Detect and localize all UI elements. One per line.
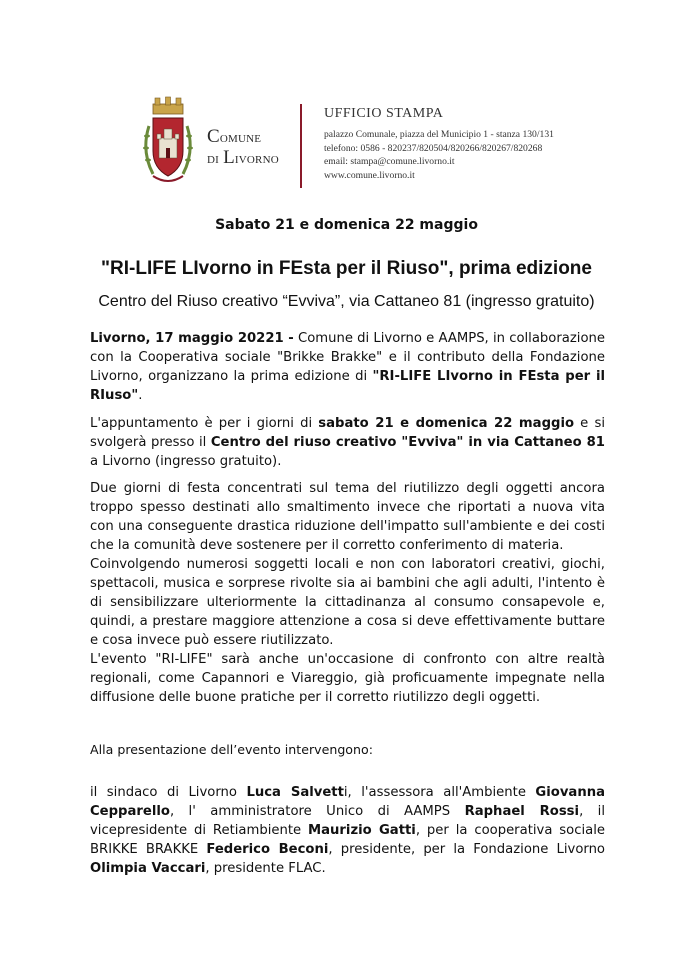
speakers-text-3: , l' amministratore Unico di AAMPS xyxy=(169,804,465,819)
comune-name-line1 xyxy=(207,127,279,148)
speaker-name-4: Maurizio Gatti xyxy=(308,823,416,838)
schedule-text-3: a Livorno (ingresso gratuito). xyxy=(90,454,282,469)
speaker-name-5: Federico Beconi xyxy=(206,842,329,857)
event-date: Sabato 21 e domenica 22 maggio xyxy=(215,217,478,233)
office-phone: telefono: 0586 - 820237/820504/820266/820267/820268 xyxy=(324,142,543,154)
speakers-text-7: , presidente FLAC. xyxy=(205,861,326,876)
schedule-venue: Centro del riuso creativo "Evviva" in via Cattaneo 81 xyxy=(210,435,605,450)
speakers-text-6: , presidente, per la Fondazione Livorno xyxy=(328,842,606,857)
office-email[interactable]: email: stampa@comune.livorno.it xyxy=(324,156,455,167)
speakers-text-2: i, l'assessora all'Ambiente xyxy=(343,785,536,800)
comune-name-line2: di Livorno xyxy=(207,147,279,168)
intro-paragraph xyxy=(90,329,605,405)
speaker-name-1: Luca Salvett xyxy=(246,785,344,800)
press-office-header xyxy=(143,96,583,191)
press-office-contacts xyxy=(324,106,554,182)
speakers-text-4: , il vicepresidente di Retiambiente xyxy=(90,804,605,838)
comune-rest: omune xyxy=(219,129,262,146)
description-para-2: Coinvolgendo numerosi soggetti locali e non con laboratori creativi, giochi, spettacoli, musica e sorprese rivolte sia ai bambini che agli adulti, l'intento è di sensibilizzare ulteriormente la cittadinanza al consumo consapevole e, quindi, a prestare maggiore attenzione a cosa si deve effettivamente buttare e cosa invece può essere riutilizzato. xyxy=(90,557,605,648)
comune-name xyxy=(207,127,279,169)
intro-event-title: "RI-LIFE LIvorno in FEsta per il RIuso" xyxy=(90,369,606,403)
schedule-dates: sabato 21 e domenica 22 maggio xyxy=(318,416,575,431)
intro-end: . xyxy=(138,388,143,403)
speakers-paragraph xyxy=(90,783,605,878)
speakers-text-5: , per la cooperativa sociale BRIKKE BRAKKE xyxy=(90,823,605,857)
office-website[interactable]: www.comune.livorno.it xyxy=(324,169,415,181)
speakers-text-1: il sindaco di Livorno xyxy=(90,785,247,800)
schedule-text-2: e si svolgerà presso il xyxy=(90,416,605,450)
schedule-text-1: L'appuntamento è per i giorni di xyxy=(90,416,319,431)
speakers-intro: Alla presentazione dell’evento intervengono: xyxy=(90,742,373,757)
description-para-3: L'evento "RI-LIFE" sarà anche un'occasione di confronto con altre realtà regionali, come Capannori e Viareggio, già proficuamente impegnate nella diffusione delle buone pratiche per il corretto riutilizzo degli oggetti. xyxy=(90,652,605,705)
livorno-crest-logo xyxy=(143,96,193,190)
office-title: UFFICIO STAMPA xyxy=(324,106,444,121)
speaker-name-2: Giovanna Cepparello xyxy=(90,785,605,819)
headline: "RI-LIFE LIvorno in FEsta per il Riuso", prima edizione xyxy=(101,258,592,279)
speaker-name-3: Raphael Rossi xyxy=(464,804,580,819)
office-address: palazzo Comunale, piazza del Municipio 1 - stanza 130/131 xyxy=(324,129,554,140)
speaker-name-6: Olimpia Vaccari xyxy=(90,861,206,876)
description-paragraphs xyxy=(90,479,605,707)
intro-text: Comune di Livorno e AAMPS, in collaborazione con la Cooperativa sociale "Brikke Brakke" e il contributo della Fondazione Livorno, organizzano la prima edizione di xyxy=(90,331,605,384)
event-location: Centro del Riuso creativo “Evviva”, via Cattaneo 81 (ingresso gratuito) xyxy=(98,293,595,310)
schedule-paragraph xyxy=(90,414,605,471)
description-para-1: Due giorni di festa concentrati sul tema del riutilizzo degli oggetti ancora troppo spesso destinati allo smaltimento invece che riportati a nuova vita con una conseguente drastica riduzione dell'impatto sull'ambiente e dei costi che la comunità deve sostenere per il corretto conferimento di materia. xyxy=(90,481,605,553)
header-divider xyxy=(300,104,302,188)
comune-initial: C xyxy=(207,126,220,147)
dateline: Livorno, 17 maggio 20221 - xyxy=(90,331,294,346)
